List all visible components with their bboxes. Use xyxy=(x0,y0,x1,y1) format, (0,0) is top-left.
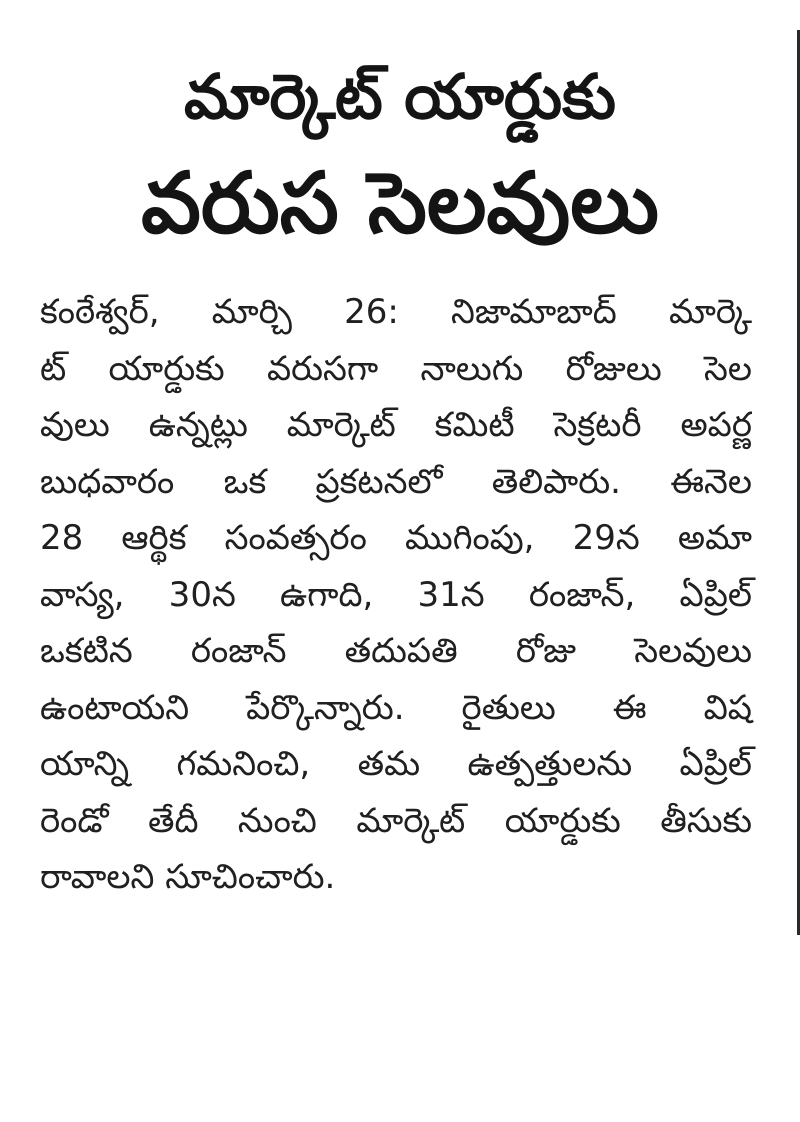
article-line: ఒకటిన రంజాన్ తదుపతి రోజు సెలవులు xyxy=(40,631,752,671)
headline-line-2: వరుస సెలవులు xyxy=(141,154,659,252)
article-line: రావాలని సూచించారు. xyxy=(40,857,336,897)
article-line: ట్ యార్డుకు వరుసగా నాలుగు రోజులు సెల xyxy=(40,348,752,389)
headline-line-1: మార్కెట్ యార్డుకు xyxy=(184,60,616,133)
article-line: వాస్య, 30న ఉగాది, 31న రంజాన్, ఏప్రిల్ xyxy=(40,574,752,615)
article-line: 28 ఆర్థిక సంవత్సరం ముగింపు, 29న అమా xyxy=(40,518,752,558)
article-line: ఉంటాయని పేర్కొన్నారు. రైతులు ఈ విష xyxy=(40,687,752,728)
article-line: యాన్ని గమనించి, తమ ఉత్పత్తులను ఏప్రిల్ xyxy=(40,744,752,784)
headline xyxy=(0,55,800,259)
article-body xyxy=(40,284,780,906)
article-line: కంఠేశ్వర్, మార్చి 26: నిజామాబాద్ మార్కె xyxy=(40,292,752,332)
article-line: రెండో తేదీ నుంచి మార్కెట్ యార్డుకు తీసుకు xyxy=(40,800,752,841)
article-line: వులు ఉన్నట్లు మార్కెట్ కమిటీ సెక్రటరీ అపర్ణ xyxy=(40,405,752,445)
article-line: బుధవారం ఒక ప్రకటనలో తెలిపారు. ఈనెల xyxy=(40,461,752,502)
